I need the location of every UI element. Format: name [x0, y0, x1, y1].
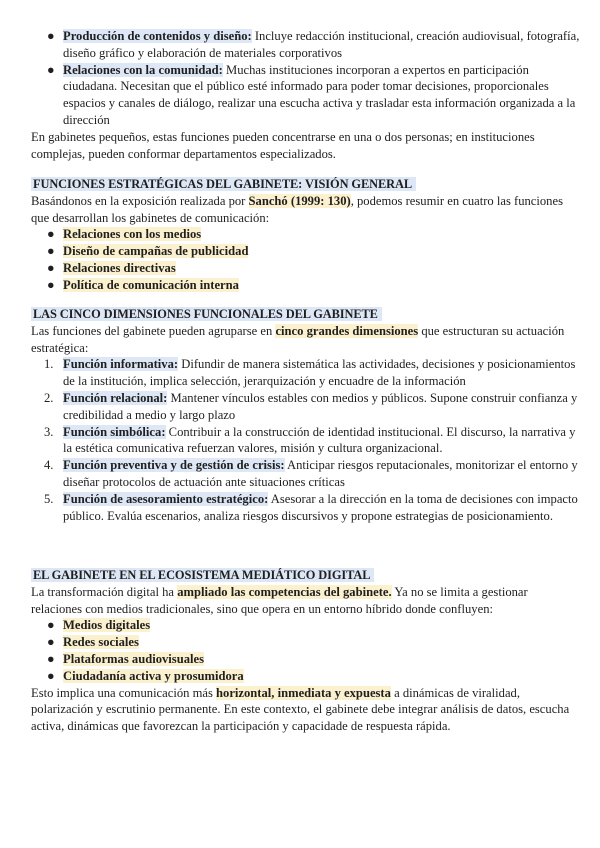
list-item: ● Ciudadanía activa y prosumidora	[47, 668, 244, 683]
section-ecosistema-digital	[0, 567, 600, 735]
bullet-icon: ●	[47, 668, 55, 683]
numbered-item: 5. Función de asesoramiento estratégico: Asesorar a la dirección en la toma de decisiones con impacto público. Evalúa escenarios, analiza riesgos discursivos y propone estrategias de posicionamiento.	[44, 491, 578, 523]
section-heading: LAS CINCO DIMENSIONES FUNCIONALES DEL GABINETE	[0, 306, 600, 323]
item-label: Relaciones con la comunidad:	[63, 62, 223, 77]
list-item: ● Plataformas audiovisuales	[47, 651, 204, 666]
section-heading: EL GABINETE EN EL ECOSISTEMA MEDIÁTICO DIGITAL	[0, 567, 600, 584]
bullet-icon: ●	[47, 651, 55, 666]
numbered-item: 4. Función preventiva y de gestión de crisis: Anticipar riesgos reputacionales, monitorizar el entorno y diseñar protocolos de actuación ante situaciones críticas	[44, 458, 578, 489]
intro-list	[0, 28, 600, 162]
item-text: Muchas instituciones incorporan a expertos en participación ciudadana. Necesitan que el público esté informado para poder tomar decisiones, proporcionales espacios y canales de diálogo, realizar una escucha activa y trasladar esta información organizada a la dirección	[63, 62, 576, 127]
list-item: ● Relaciones con los medios	[47, 227, 202, 242]
bullet-icon: ●	[47, 635, 55, 650]
list-item: ● Redes sociales	[47, 635, 139, 650]
list-item	[0, 28, 600, 62]
list-item: ● Política de comunicación interna	[47, 277, 239, 292]
list-item: ● Diseño de campañas de publicidad	[47, 244, 249, 259]
numbered-item: 3. Función simbólica: Contribuir a la construcción de identidad institucional. El discurso, la narrativa y la estética comunicativa refuerzan valores, misión y cultura organizacional.	[44, 424, 576, 456]
item-label: Producción de contenidos y diseño:	[63, 29, 252, 43]
numbered-item: 2. Función relacional: Mantener vínculos estables con medios y públicos. Supone construir confianza y credibilidad a medio y largo plazo	[44, 390, 578, 422]
section-paragraph: La transformación digital ha ampliado las competencias del gabinete. Ya no se limita a gestionar relaciones con medios tradicionales, sino que opera en un entorno híbrido donde confluyen:	[31, 584, 528, 616]
numbered-item: 1. Función informativa: Difundir de manera sistemática las actividades, decisiones y posicionamientos de la institución, implica selección, jerarquización y encuadre de la información	[44, 357, 576, 389]
bullet-icon: ●	[47, 29, 55, 43]
list-item: ● Medios digitales	[47, 618, 151, 633]
item-text: Incluye redacción institucional, creación audiovisual, fotografía, diseño gráfico y elaboración de materiales corporativos	[63, 29, 580, 60]
list-item: ● Relaciones directivas	[47, 260, 176, 275]
bullet-icon: ●	[47, 244, 55, 259]
bullet-icon: ●	[47, 62, 55, 77]
section-cinco-dimensiones	[0, 306, 600, 524]
bullet-icon: ●	[47, 227, 55, 242]
section-paragraph: Esto implica una comunicación más horizontal, inmediata y expuesta a dinámicas de viralidad, polarización y escrutinio permanente. En este contexto, el gabinete debe integrar análisis de datos, escucha activa, dinámicas que favorezcan la participación y capacidade de respuesta rápida.	[31, 685, 570, 734]
section-paragraph: Basándonos en la exposición realizada por Sanchó (1999: 130), podemos resumir en cuatro las funciones que desarrollan los gabinetes de comunicación:	[31, 193, 563, 225]
bullet-icon: ●	[47, 618, 55, 633]
section-paragraph: Las funciones del gabinete pueden agruparse en cinco grandes dimensiones que estructuran su actuación estratégica:	[31, 323, 565, 355]
section-heading: FUNCIONES ESTRATÉGICAS DEL GABINETE: VISIÓN GENERAL	[0, 176, 600, 193]
section-funciones-estrategicas	[0, 176, 600, 294]
list-item	[0, 62, 600, 129]
intro-paragraph: En gabinetes pequeños, estas funciones pueden concentrarse en una o dos personas; en instituciones complejas, pueden conformar departamentos especializados.	[31, 129, 535, 161]
bullet-icon: ●	[47, 277, 55, 292]
bullet-icon: ●	[47, 260, 55, 275]
